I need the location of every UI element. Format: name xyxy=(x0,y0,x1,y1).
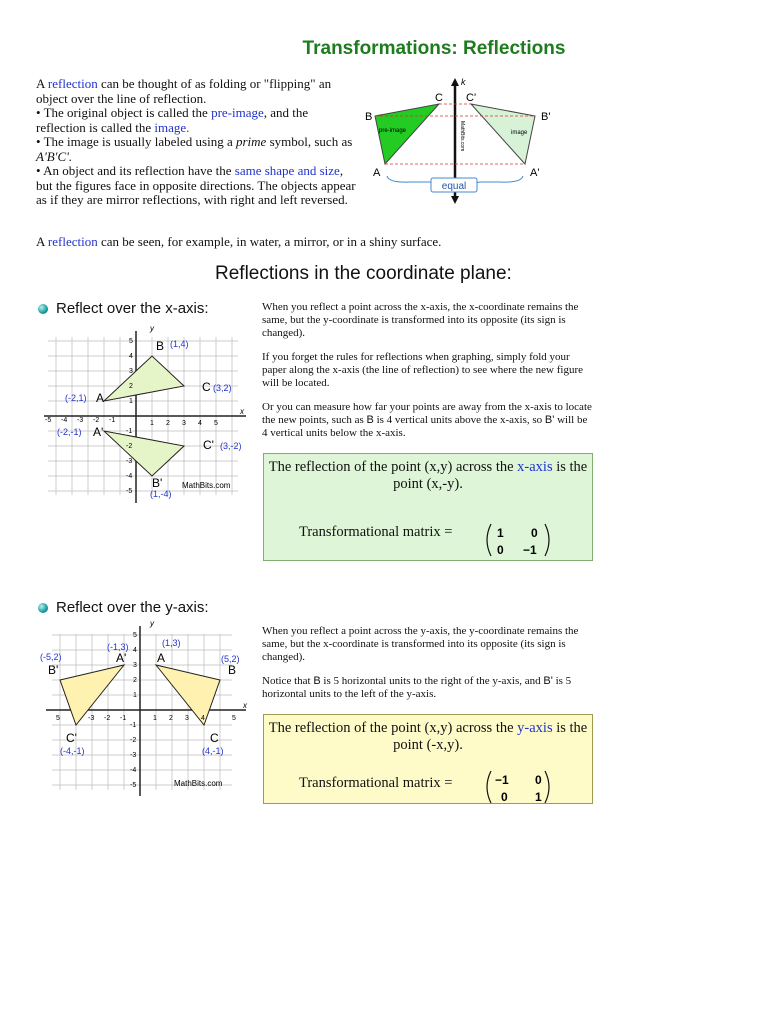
svg-text:1: 1 xyxy=(153,715,157,722)
svg-text:(3,-2): (3,-2) xyxy=(220,441,242,451)
svg-text:1: 1 xyxy=(535,790,542,804)
svg-text:A': A' xyxy=(93,425,104,439)
svg-text:x: x xyxy=(243,701,247,710)
svg-text:3: 3 xyxy=(182,420,186,427)
reflection-figure xyxy=(365,76,565,206)
svg-text:3: 3 xyxy=(129,368,133,375)
svg-text:B': B' xyxy=(152,476,163,490)
svg-text:C': C' xyxy=(66,731,77,745)
svg-text:-1: -1 xyxy=(126,428,133,435)
svg-text:1: 1 xyxy=(497,526,504,540)
same-shape-link[interactable]: same shape and size xyxy=(234,163,340,178)
image-link[interactable]: image. xyxy=(154,119,190,135)
svg-text:-4: -4 xyxy=(126,473,133,480)
svg-text:2: 2 xyxy=(166,420,170,427)
svg-text:MathBits.com: MathBits.com xyxy=(174,779,223,788)
svg-text:(1,4): (1,4) xyxy=(170,339,189,349)
k-label: k xyxy=(461,77,466,87)
svg-text:0: 0 xyxy=(497,543,504,557)
reflection-examples-text: A reflection can be seen, for example, in water, a mirror, or in a shiny surface. xyxy=(36,234,442,249)
svg-text:-3: -3 xyxy=(130,752,137,759)
svg-text:(3,2): (3,2) xyxy=(213,383,232,393)
label-Ap: A' xyxy=(530,167,540,179)
triangle-apbpcp xyxy=(104,431,184,476)
svg-text:-2: -2 xyxy=(130,737,137,744)
svg-text:-1: -1 xyxy=(130,722,137,729)
svg-text:(-2,1): (-2,1) xyxy=(65,393,87,403)
svg-text:(-5,2): (-5,2) xyxy=(40,652,62,662)
svg-text:-3: -3 xyxy=(88,715,95,722)
svg-text:4: 4 xyxy=(133,647,137,654)
svg-text:-2: -2 xyxy=(126,443,133,450)
y-axis-heading: Reflect over the y-axis: xyxy=(38,599,209,616)
mathbits-label: MathBits.com xyxy=(459,121,465,152)
intro-text: A reflection can be thought of as folding or "flipping" an object over the line of reflection. • The original object is called the pre-image, and the reflection is called the image. • The image is usually labeled using a prime symbol, such as A'B'C'. • An object and its reflection have the same shape and size, but the figures face in opposite directions. The objects appear as if they are mirror reflections, with right and left reversed. xyxy=(36,76,356,207)
svg-text:4: 4 xyxy=(201,715,205,722)
y-axis-rule-box: The reflection of the point (x,y) across the y-axis is the point (-x,y). Transformational matrix = −1 0 0 1 xyxy=(263,714,593,804)
svg-text:-5: -5 xyxy=(126,488,133,495)
svg-text:0: 0 xyxy=(535,773,542,787)
svg-text:2: 2 xyxy=(169,715,173,722)
svg-text:-5: -5 xyxy=(45,417,52,424)
svg-text:y: y xyxy=(150,325,154,333)
svg-text:5: 5 xyxy=(133,632,137,639)
svg-text:x: x xyxy=(240,407,244,416)
svg-text:-5: -5 xyxy=(130,782,137,789)
y-axis-graph xyxy=(40,620,255,798)
reflection-link[interactable]: reflection xyxy=(47,76,98,91)
svg-text:(4,-1): (4,-1) xyxy=(202,746,224,756)
svg-text:C: C xyxy=(202,380,211,394)
svg-text:0: 0 xyxy=(501,790,508,804)
svg-text:2: 2 xyxy=(133,677,137,684)
svg-text:5: 5 xyxy=(129,338,133,345)
svg-text:y: y xyxy=(150,620,154,628)
svg-text:1: 1 xyxy=(129,398,133,405)
coordinate-plane-heading: Reflections in the coordinate plane: xyxy=(215,263,512,284)
x-axis-rule-box: The reflection of the point (x,y) across the x-axis is the point (x,-y). Transformational matrix = 1 0 0 −1 xyxy=(263,453,593,561)
y-axis-matrix xyxy=(483,769,553,805)
label-A: A xyxy=(373,167,381,179)
svg-text:5: 5 xyxy=(214,420,218,427)
svg-text:C': C' xyxy=(203,438,214,452)
svg-text:-4: -4 xyxy=(130,767,137,774)
svg-text:(-2,-1): (-2,-1) xyxy=(57,427,82,437)
svg-text:2: 2 xyxy=(129,383,133,390)
svg-text:3: 3 xyxy=(185,715,189,722)
svg-text:1: 1 xyxy=(150,420,154,427)
pre-image-link[interactable]: pre-image xyxy=(211,105,264,120)
svg-text:5: 5 xyxy=(232,715,236,722)
svg-text:-3: -3 xyxy=(126,458,133,465)
triangle-abc xyxy=(104,356,184,401)
x-axis-heading: Reflect over the x-axis: xyxy=(38,300,209,317)
svg-text:1: 1 xyxy=(133,692,137,699)
label-C: C xyxy=(435,92,443,104)
svg-text:(1,3): (1,3) xyxy=(162,638,181,648)
svg-text:4: 4 xyxy=(129,353,133,360)
svg-text:−1: −1 xyxy=(495,773,509,787)
label-Cp: C' xyxy=(466,92,477,104)
svg-text:(-4,-1): (-4,-1) xyxy=(60,746,85,756)
svg-text:B: B xyxy=(228,663,237,677)
svg-text:-3: -3 xyxy=(77,417,84,424)
x-axis-graph xyxy=(40,325,255,510)
equal-label: equal xyxy=(441,181,467,192)
svg-text:B': B' xyxy=(48,663,59,677)
label-Bp: B' xyxy=(541,111,551,123)
svg-text:A: A xyxy=(96,391,105,405)
svg-text:(1,-4): (1,-4) xyxy=(150,489,172,499)
svg-text:-1: -1 xyxy=(120,715,127,722)
svg-text:4: 4 xyxy=(198,420,202,427)
svg-text:-4: -4 xyxy=(61,417,68,424)
svg-text:(-1,3): (-1,3) xyxy=(107,642,129,652)
svg-text:A': A' xyxy=(116,651,127,665)
pre-image-label: pre-image xyxy=(379,128,407,134)
svg-text:5: 5 xyxy=(56,715,60,722)
svg-text:C: C xyxy=(210,731,219,745)
pre-image-triangle xyxy=(375,104,439,164)
x-axis-explanation: When you reflect a point across the x-axis, the x-coordinate remains the same, but the y-coordinate is transformed into its opposite (its sign is changed). If you forget the rules for reflections when graphing, simply fold your paper along the x-axis (the line of reflection) to see where the new figure will be located. Or you can measure how far your points are away from the x-axis to locate the new points, such as B is 4 vertical units above the x-axis, so B' will be 4 vertical units below the x-axis. xyxy=(262,301,592,439)
svg-text:A: A xyxy=(157,651,166,665)
x-axis-matrix xyxy=(483,522,553,558)
svg-text:0: 0 xyxy=(531,526,538,540)
svg-text:-2: -2 xyxy=(93,417,100,424)
svg-text:(5,2): (5,2) xyxy=(221,654,240,664)
svg-text:B: B xyxy=(156,339,165,353)
svg-text:MathBits.com: MathBits.com xyxy=(182,481,231,490)
reflection-link-2[interactable]: reflection xyxy=(47,234,98,249)
bullet-dot-icon xyxy=(38,603,48,613)
image-label: image xyxy=(511,130,528,136)
page-title: Transformations: Reflections xyxy=(302,38,566,59)
svg-text:−1: −1 xyxy=(523,543,537,557)
bullet-dot-icon xyxy=(38,304,48,314)
svg-text:3: 3 xyxy=(133,662,137,669)
label-B: B xyxy=(365,111,373,123)
svg-text:-2: -2 xyxy=(104,715,111,722)
y-axis-explanation: When you reflect a point across the y-axis, the y-coordinate remains the same, but the x-coordinate is transformed into its opposite (its sign is changed). Notice that B is 5 horizontal units to the right of the y-axis, and B' is 5 horizontal units to the left of the y-axis. xyxy=(262,625,579,700)
svg-text:-1: -1 xyxy=(109,417,116,424)
